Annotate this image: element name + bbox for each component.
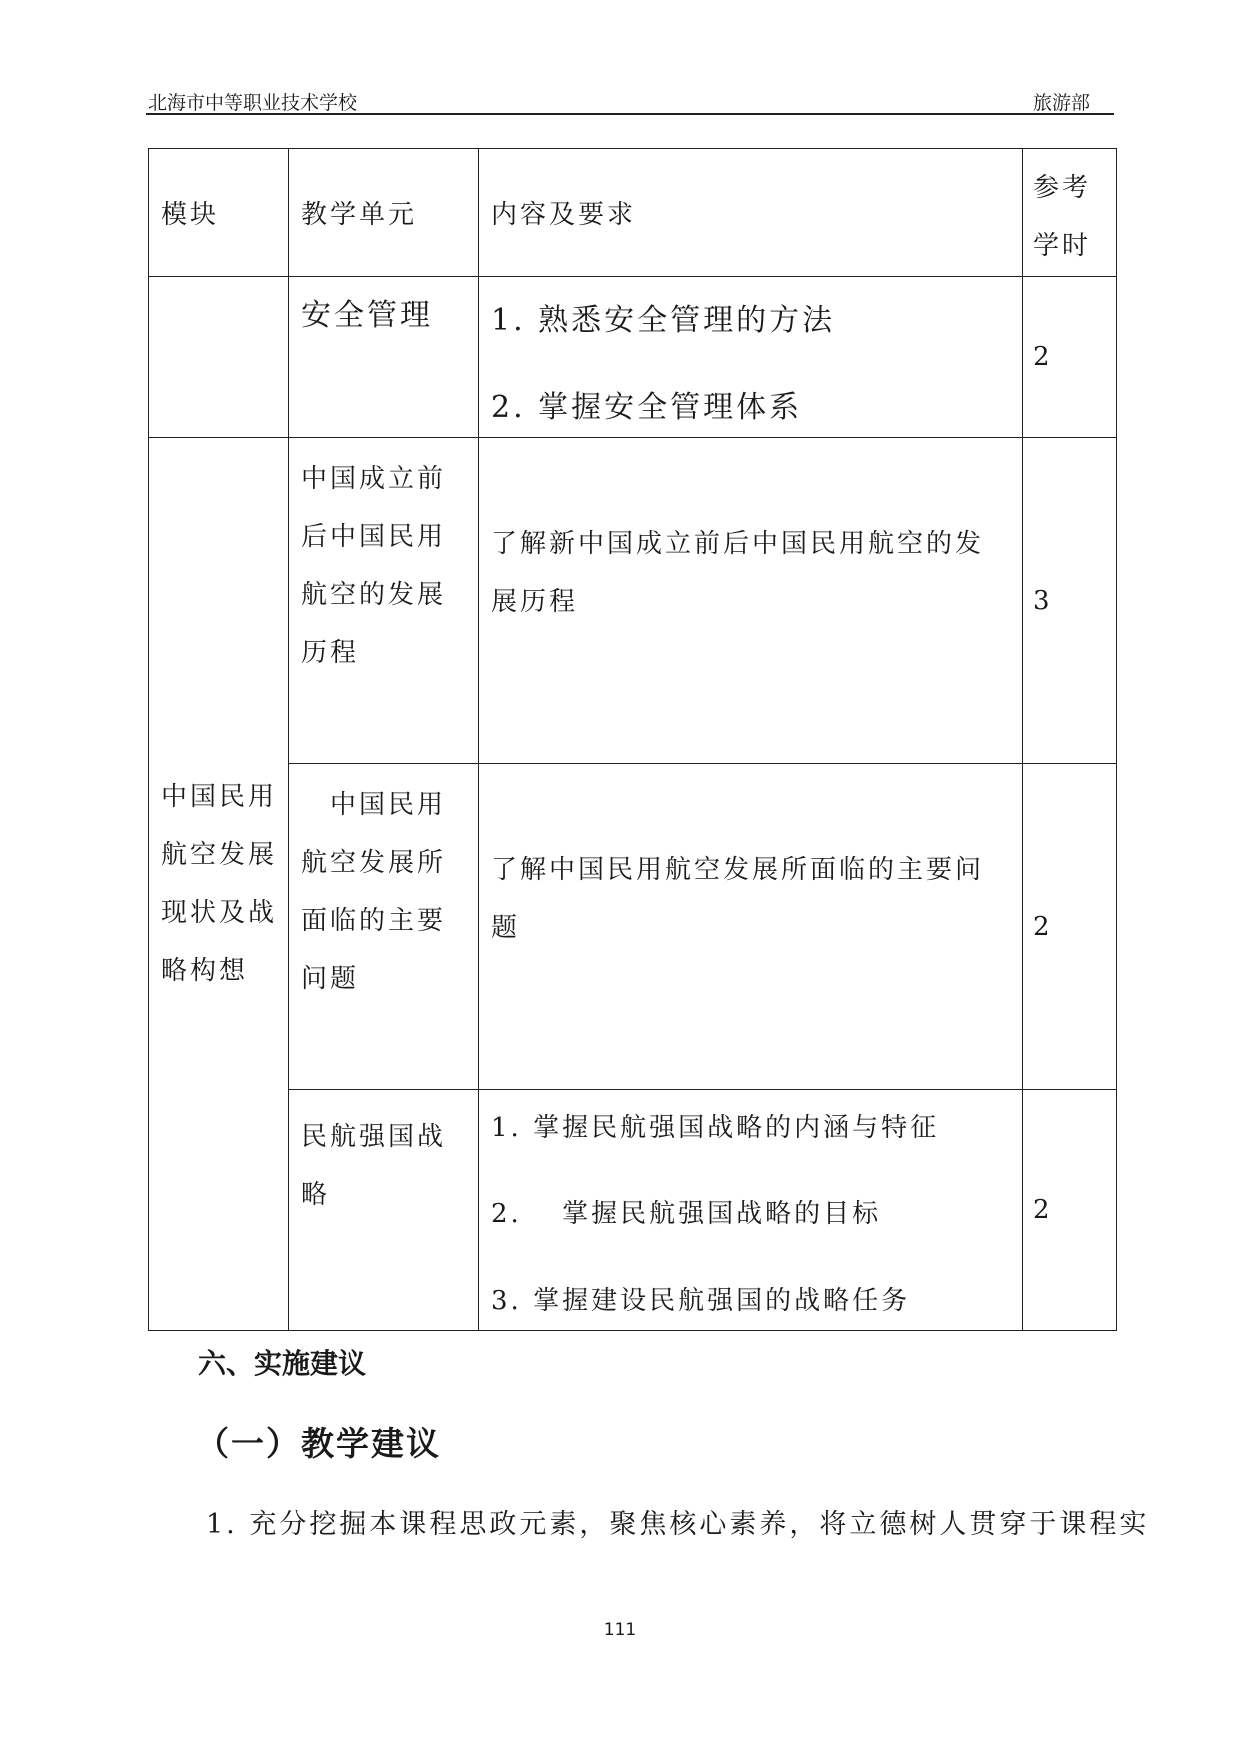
content-cell bbox=[479, 438, 1023, 764]
unit-line: 中国民用 bbox=[301, 790, 447, 820]
content-line: 1. 熟悉安全管理的方法 bbox=[491, 303, 836, 338]
module-line: 航空发展 bbox=[161, 840, 278, 870]
unit-line: 后中国民用 bbox=[301, 522, 447, 552]
header-unit: 教学单元 bbox=[289, 149, 479, 277]
unit-line: 民航强国战 bbox=[301, 1122, 447, 1152]
hours-cell: 2 bbox=[1023, 1090, 1117, 1331]
module-line: 略构想 bbox=[161, 956, 249, 986]
content-line: 1. 掌握民航强国战略的内涵与特征 bbox=[491, 1113, 940, 1143]
hours-cell: 2 bbox=[1023, 764, 1117, 1090]
table-row bbox=[149, 277, 1117, 438]
unit-line: 略 bbox=[301, 1180, 331, 1210]
unit-line: 面临的主要 bbox=[301, 906, 447, 936]
module-line: 现状及战 bbox=[161, 898, 278, 928]
content-line: 展历程 bbox=[491, 586, 579, 617]
hours-cell: 2 bbox=[1023, 277, 1117, 438]
table-row bbox=[149, 764, 1117, 1090]
content-line: 了解新中国成立前后中国民用航空的发 bbox=[491, 528, 985, 559]
header-module: 模块 bbox=[149, 149, 289, 277]
content-cell bbox=[479, 1090, 1023, 1331]
unit-line: 安全管理 bbox=[301, 298, 433, 333]
content-cell bbox=[479, 277, 1023, 438]
section-title: 六、实施建议 bbox=[198, 1347, 367, 1380]
header-school-name: 北海市中等职业技术学校 bbox=[148, 92, 358, 114]
content-line: 3. 掌握建设民航强国的战略任务 bbox=[491, 1286, 911, 1316]
content-line: 题 bbox=[491, 912, 521, 943]
content-line: 2. 掌握安全管理体系 bbox=[491, 390, 803, 425]
hours-cell: 3 bbox=[1023, 438, 1117, 764]
curriculum-table bbox=[148, 148, 1117, 1331]
content-cell bbox=[479, 764, 1023, 1090]
unit-cell bbox=[289, 438, 479, 764]
table-row bbox=[149, 1090, 1117, 1331]
header-hours-line1: 参考 bbox=[1033, 172, 1092, 203]
unit-cell bbox=[289, 277, 479, 438]
page-number: 111 bbox=[603, 1620, 637, 1640]
table-row bbox=[149, 438, 1117, 764]
content-line: 2. 掌握民航强国战略的目标 bbox=[491, 1199, 882, 1229]
unit-cell bbox=[289, 764, 479, 1090]
header-divider bbox=[146, 113, 1114, 115]
module-cell bbox=[149, 438, 289, 1331]
header-hours bbox=[1023, 149, 1117, 277]
header-content: 内容及要求 bbox=[479, 149, 1023, 277]
body-paragraph: 1. 充分挖掘本课程思政元素，聚焦核心素养，将立德树人贯穿于课程实 bbox=[206, 1509, 1150, 1540]
table-header-row bbox=[149, 149, 1117, 277]
header-department: 旅游部 bbox=[1032, 92, 1090, 114]
content-line: 了解中国民用航空发展所面临的主要问 bbox=[491, 854, 985, 885]
unit-line: 航空发展所 bbox=[301, 848, 447, 878]
unit-line: 航空的发展 bbox=[301, 580, 447, 610]
module-cell-empty bbox=[149, 277, 289, 438]
unit-line: 历程 bbox=[301, 638, 360, 668]
header-hours-line2: 学时 bbox=[1033, 230, 1092, 261]
subsection-title: （一）教学建议 bbox=[196, 1424, 441, 1463]
unit-line: 中国成立前 bbox=[301, 464, 447, 494]
module-line: 中国民用 bbox=[161, 782, 278, 812]
unit-cell bbox=[289, 1090, 479, 1331]
unit-line: 问题 bbox=[301, 964, 360, 994]
